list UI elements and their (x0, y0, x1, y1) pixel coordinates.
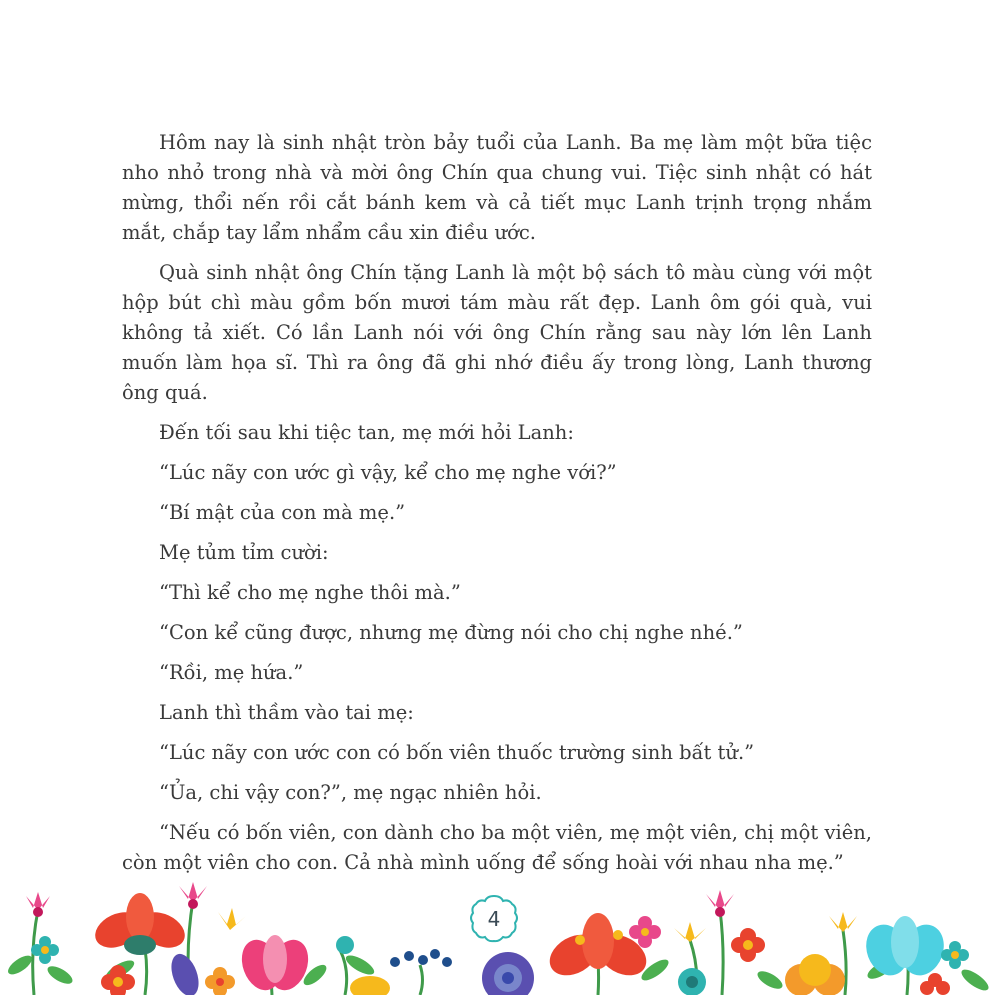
paragraph: “Ủa, chi vậy con?”, mẹ ngạc nhiên hỏi. (159, 781, 542, 804)
paragraph: Hôm nay là sinh nhật tròn bảy tuổi của Lanh. Ba mẹ làm một bữa tiệc nho nhỏ trong nhà và mời ông Chín qua chung vui. Tiệc sinh nhật có hát mừng, thổi nến rồi cắt bánh kem và cả tiết mục Lanh trịnh trọng nhắm mắt, chắp tay lẩm nhẩm cầu xin điều ước. (122, 131, 872, 244)
paragraph: Lanh thì thầm vào tai mẹ: (159, 701, 414, 724)
paragraph: “Lúc nãy con ước con có bốn viên thuốc trường sinh bất tử.” (159, 741, 755, 764)
paragraph: “Con kể cũng được, nhưng mẹ đừng nói cho chị nghe nhé.” (159, 621, 743, 644)
paragraph: Quà sinh nhật ông Chín tặng Lanh là một bộ sách tô màu cùng với một hộp bút chì màu gồm bốn mươi tám màu rất đẹp. Lanh ôm gói quà, vui không tả xiết. Có lần Lanh nói với ông Chín rằng sau này lớn lên Lanh muốn làm họa sĩ. Thì ra ông đã ghi nhớ điều ấy trong lòng, Lanh thương ông quá. (122, 261, 872, 404)
paragraph: “Lúc nãy con ước gì vậy, kể cho mẹ nghe với?” (159, 461, 617, 484)
paragraph: “Nếu có bốn viên, con dành cho ba một viên, mẹ một viên, chị một viên, còn một viên cho con. Cả nhà mình uống để sống hoài với nhau nha mẹ.” (122, 821, 872, 874)
paragraph: “Thì kể cho mẹ nghe thôi mà.” (159, 581, 461, 604)
paragraph: “Rồi, mẹ hứa.” (159, 661, 304, 684)
paragraph: Đến tối sau khi tiệc tan, mẹ mới hỏi Lanh: (159, 421, 574, 444)
page-number: 4 (487, 907, 501, 931)
page-number-badge (468, 893, 520, 945)
paragraph: “Bí mật của con mà mẹ.” (159, 501, 406, 524)
story-text (122, 128, 872, 888)
paragraph: Mẹ tủm tỉm cười: (159, 541, 329, 564)
